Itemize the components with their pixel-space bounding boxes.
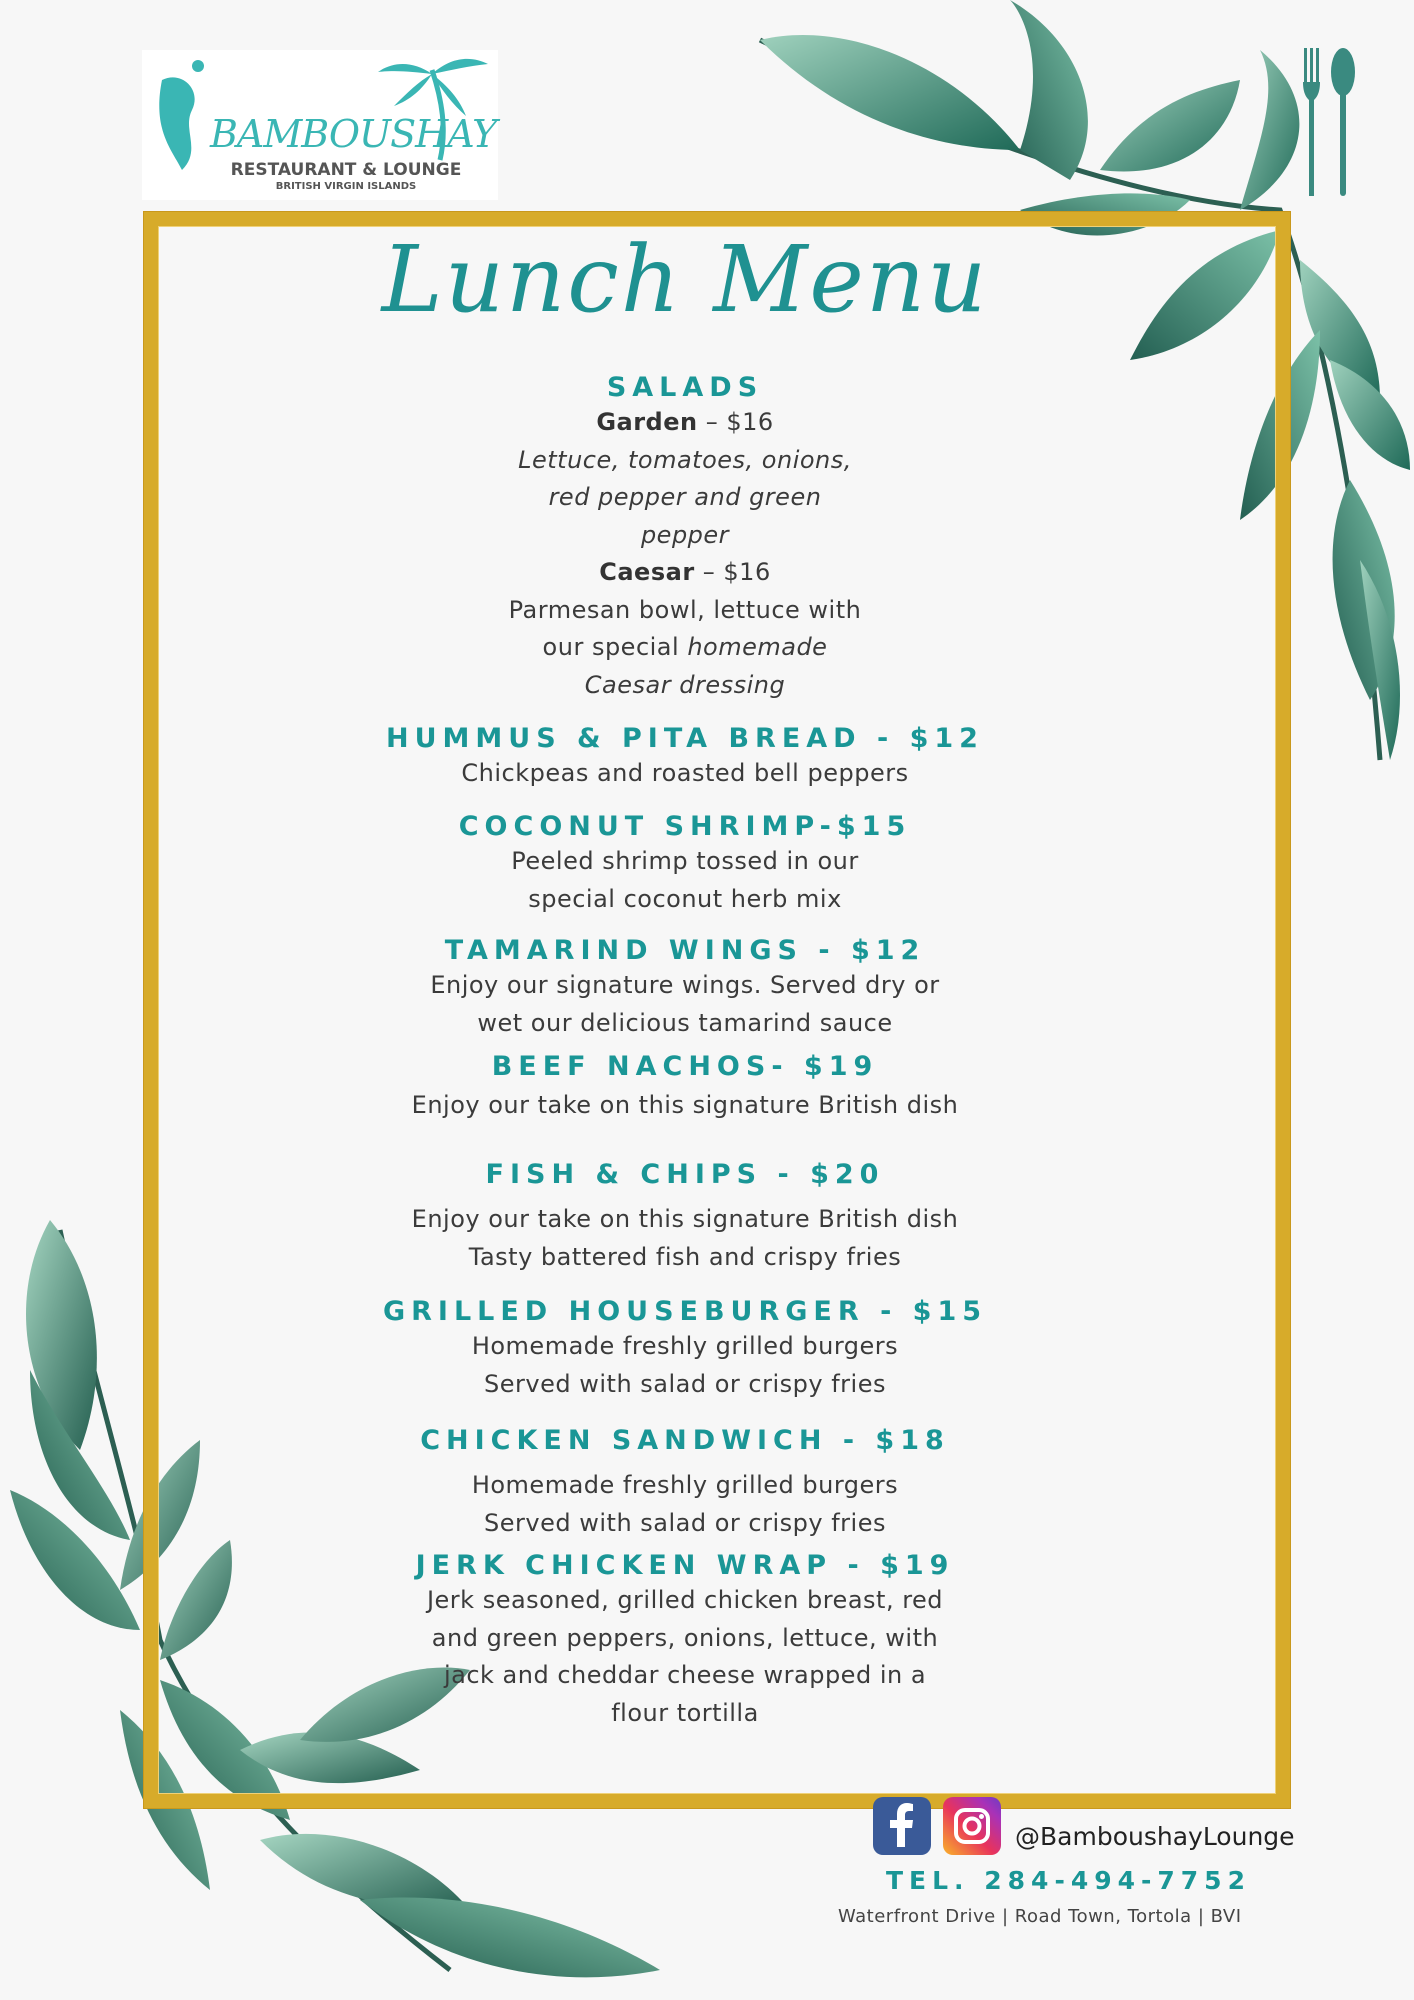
item-description: Chickpeas and roasted bell peppers <box>461 759 909 787</box>
item-description: Enjoy our signature wings. Served dry or <box>430 971 940 999</box>
section-heading: SALADS <box>606 372 764 403</box>
facebook-icon[interactable] <box>873 1797 931 1855</box>
menu-item-beef-nachos <box>370 1051 1000 1125</box>
desc-text: our special <box>542 633 688 661</box>
desc-text-italic: homemade <box>687 633 828 661</box>
item-name: Caesar <box>599 558 695 586</box>
item-description: Peeled shrimp tossed in our <box>511 847 859 875</box>
menu-title: Lunch Menu <box>381 226 989 333</box>
menu-item-chicken-sandwich <box>370 1425 1000 1542</box>
item-description: and green peppers, onions, lettuce, with <box>431 1623 939 1652</box>
item-heading: BEEF NACHOS- $19 <box>491 1051 879 1082</box>
item-description: Enjoy our take on this signature British dish <box>411 1091 959 1119</box>
item-heading: TAMARIND WINGS - $12 <box>444 935 926 966</box>
item-description: pepper <box>640 520 730 549</box>
item-description: jack and cheddar cheese wrapped in a <box>443 1661 927 1689</box>
garden-salad <box>370 404 1000 442</box>
item-description: Caesar dressing <box>584 670 786 699</box>
item-heading: FISH & CHIPS - $20 <box>485 1159 885 1190</box>
item-description: Homemade freshly grilled burgers <box>471 1332 899 1360</box>
menu-item-fish-chips <box>370 1159 1000 1276</box>
address: Waterfront Drive | Road Town, Tortola | BVI <box>838 1906 1242 1927</box>
item-description <box>370 629 1000 667</box>
menu-item-houseburger <box>370 1296 1000 1403</box>
social-handle[interactable]: @BamboushayLounge <box>1015 1822 1295 1851</box>
menu-item-jerk-chicken-wrap <box>370 1550 1000 1732</box>
item-description: special coconut herb mix <box>528 884 842 913</box>
item-price: – $16 <box>697 408 774 436</box>
item-price: – $16 <box>694 558 771 586</box>
telephone: TEL. 284-494-7752 <box>886 1866 1251 1895</box>
menu-item-tamarind-wings <box>370 935 1000 1042</box>
item-name: Garden <box>596 408 698 436</box>
caesar-salad <box>370 554 1000 592</box>
item-description: Tasty battered fish and crispy fries <box>468 1242 902 1271</box>
item-heading: CHICKEN SANDWICH - $18 <box>420 1425 950 1456</box>
menu-item-hummus <box>370 723 1000 793</box>
item-description: red pepper and green <box>548 483 822 511</box>
salads-section <box>370 372 1000 704</box>
item-description: Parmesan bowl, lettuce with <box>508 595 862 624</box>
item-heading: HUMMUS & PITA BREAD - $12 <box>386 723 984 754</box>
fork-spoon-icon <box>1300 48 1360 200</box>
item-description: flour tortilla <box>611 1698 759 1727</box>
item-description: Homemade freshly grilled burgers <box>471 1471 899 1499</box>
logo-location: BRITISH VIRGIN ISLANDS <box>275 181 417 192</box>
item-description: wet our delicious tamarind sauce <box>477 1008 893 1037</box>
item-description: Served with salad or crispy fries <box>484 1508 886 1537</box>
menu-item-coconut-shrimp <box>370 811 1000 918</box>
item-description: Jerk seasoned, grilled chicken breast, red <box>426 1586 944 1614</box>
item-heading: COCONUT SHRIMP-$15 <box>458 811 912 842</box>
logo-name: BAMBOUSHAY <box>210 112 497 156</box>
item-description: Lettuce, tomatoes, onions, <box>518 445 852 474</box>
item-description: Served with salad or crispy fries <box>484 1369 886 1398</box>
item-heading: JERK CHICKEN WRAP - $19 <box>415 1550 955 1581</box>
logo-subtitle: RESTAURANT & LOUNGE <box>230 160 462 180</box>
item-description: Enjoy our take on this signature British dish <box>411 1205 959 1233</box>
restaurant-logo <box>142 50 498 200</box>
instagram-icon[interactable] <box>943 1797 1001 1855</box>
item-heading: GRILLED HOUSEBURGER - $15 <box>382 1296 988 1327</box>
